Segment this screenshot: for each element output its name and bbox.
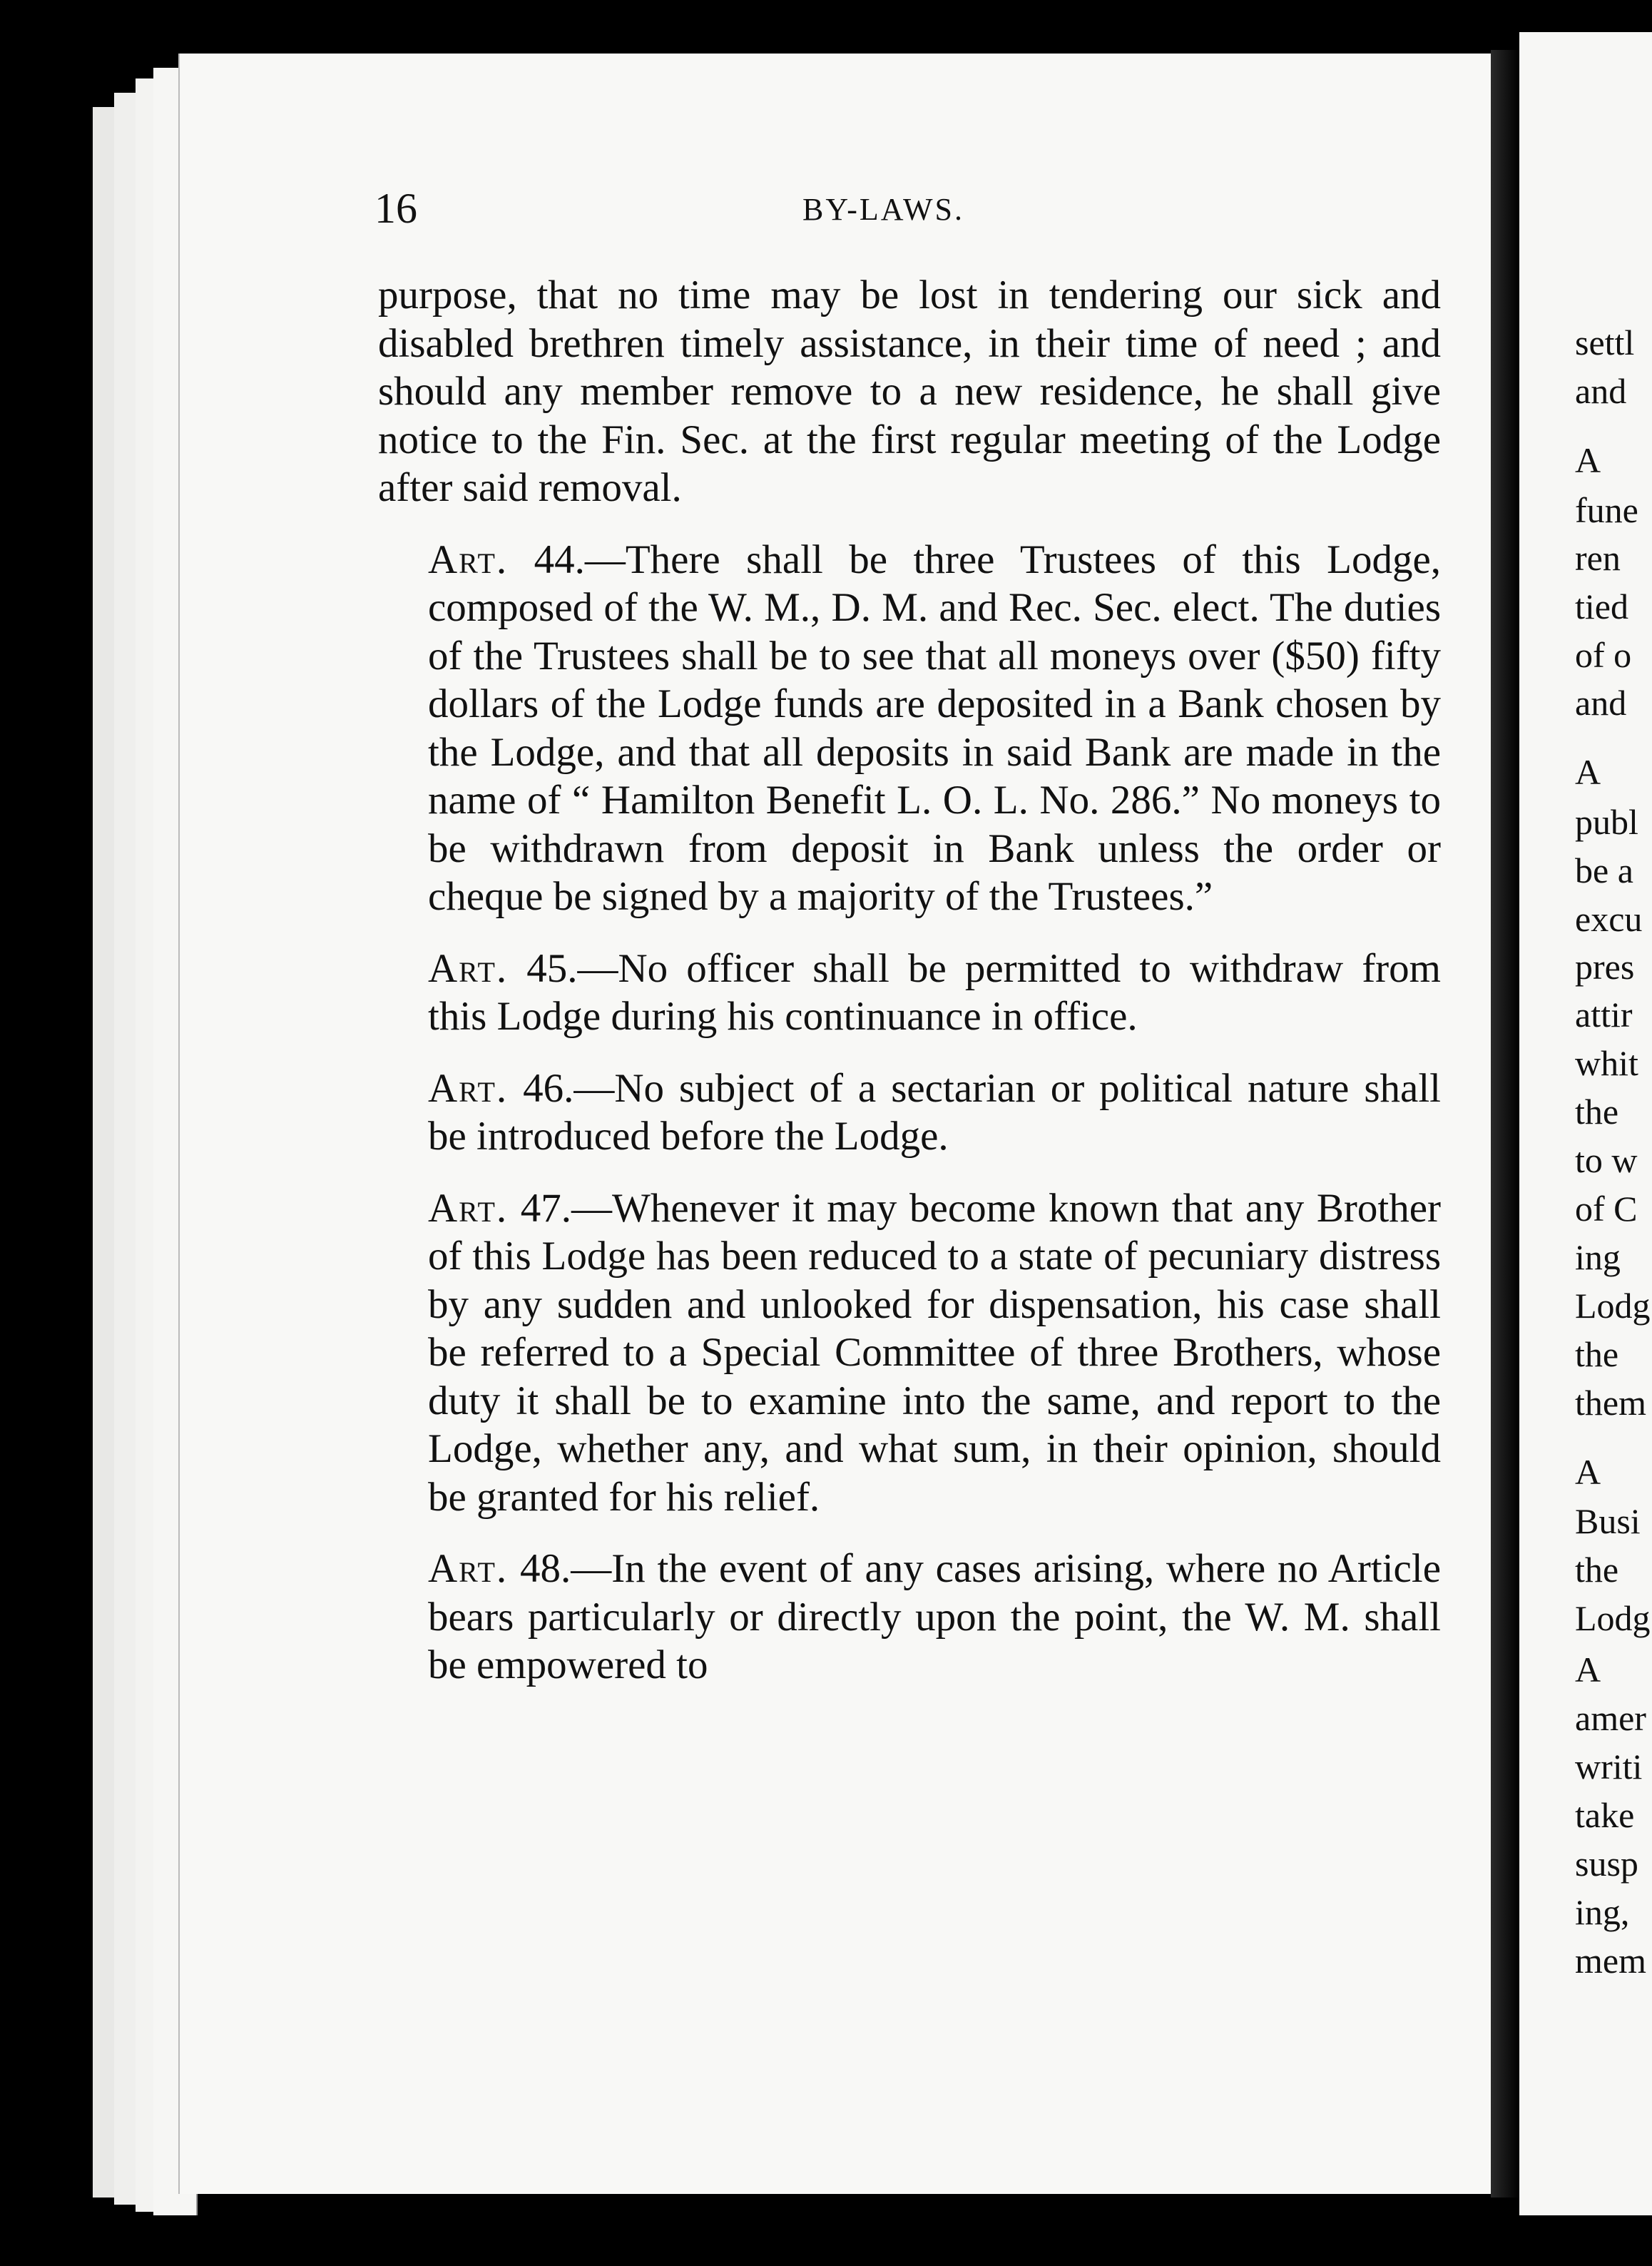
- article-paragraph: [378, 536, 1441, 921]
- article-paragraph: [378, 945, 1441, 1041]
- facing-page-fragment: A: [1575, 440, 1601, 480]
- facing-page-fragment: Lodg: [1575, 1598, 1651, 1638]
- facing-page-fragment: to w: [1575, 1140, 1638, 1180]
- facing-page-fragment: ing,: [1575, 1892, 1630, 1932]
- facing-page-fragment: and: [1575, 683, 1627, 723]
- facing-page-fragment: be a: [1575, 850, 1633, 890]
- facing-page-fragment: the: [1575, 1550, 1619, 1590]
- paragraph-text: purpose, that no time may be lost in tendering our sick and disabled brethren timely assistance, in their time of need ; and should any member remove to a new residence, he shall give notice to the Fin. Sec. at the first regular meeting of the Lodge after said removal.: [378, 273, 1441, 510]
- facing-page-fragment: fune: [1575, 490, 1638, 530]
- facing-page-fragment: of o: [1575, 635, 1632, 675]
- article-number: 46.: [523, 1065, 574, 1111]
- running-head: [374, 184, 1444, 234]
- article-text: —No subject of a sectarian or political nature shall be introduced before the Lodge.: [428, 1065, 1441, 1159]
- facing-page-fragment: and: [1575, 371, 1627, 411]
- facing-page-fragment: ren: [1575, 538, 1621, 578]
- facing-page-fragment: amer: [1575, 1698, 1646, 1738]
- page-number: 16: [374, 185, 417, 232]
- article-paragraph: [378, 1545, 1441, 1690]
- facing-page-fragment: mem: [1575, 1941, 1646, 1981]
- article-label: Art.: [428, 1065, 509, 1111]
- facing-page-fragment: the: [1575, 1092, 1619, 1132]
- facing-page-fragment: them: [1575, 1383, 1646, 1423]
- article-number: 47.: [520, 1185, 572, 1231]
- article-number: 44.: [534, 537, 585, 582]
- facing-page-fragment: A: [1575, 752, 1601, 792]
- binding-gutter: [1491, 50, 1519, 2198]
- facing-page-fragment: Busi: [1575, 1501, 1641, 1541]
- facing-page-fragment: the: [1575, 1334, 1619, 1374]
- facing-page-fragment: susp: [1575, 1844, 1638, 1884]
- article-label: Art.: [428, 945, 509, 991]
- facing-page-fragment: A: [1575, 1650, 1601, 1690]
- facing-page-fragment: A: [1575, 1452, 1601, 1492]
- article-paragraph: [378, 1065, 1441, 1161]
- article-text: —In the event of any cases arising, where no Article bears particularly or directly upon the point, the W. M. shall be empowered to: [428, 1546, 1441, 1687]
- facing-page-fragment: attir: [1575, 995, 1633, 1035]
- article-text: —There shall be three Trustees of this Lodge, composed of the W. M., D. M. and Rec. Sec. elect. The duties of the Trustees shall be to see that all moneys over ($50) fifty dollars of the Lodge funds are deposited in a Bank chosen by the Lodge, and that all deposits in said Bank are made in the name of “ Hamilton Benefit L. O. L. No. 286.” No moneys to be withdrawn from deposit in Bank unless the order or cheque be signed by a majority of the Trustees.”: [428, 537, 1441, 919]
- article-text: —Whenever it may become known that any Brother of this Lodge has been reduced to a state of pecuniary distress by any sudden and unlooked for dispensation, his case shall be referred to a Special Committee of three Brothers, whose duty it shall be to examine into the same, and report to the Lodge, whether any, and what sum, in their opinion, should be granted for his relief.: [428, 1185, 1441, 1520]
- facing-page-fragment: Lodg: [1575, 1286, 1651, 1326]
- facing-page-fragment: settl: [1575, 322, 1635, 362]
- paragraph: [378, 271, 1441, 512]
- facing-page-fragment: take: [1575, 1795, 1635, 1835]
- article-text: —No officer shall be permitted to withdraw from this Lodge during his continuance in office.: [428, 945, 1442, 1039]
- article-label: Art.: [428, 1546, 509, 1591]
- facing-page-fragment: excu: [1575, 899, 1643, 939]
- facing-page-fragment: tied: [1575, 586, 1628, 626]
- article-label: Art.: [428, 537, 509, 582]
- facing-page-fragment: writi: [1575, 1747, 1643, 1787]
- facing-page-fragment: pres: [1575, 947, 1635, 987]
- facing-page-fragment: publ: [1575, 802, 1638, 842]
- facing-page-edge: [1519, 32, 1652, 2215]
- facing-page-fragment: whit: [1575, 1043, 1638, 1083]
- facing-page-fragment: of C: [1575, 1189, 1638, 1229]
- facing-page-fragment: ing: [1575, 1237, 1621, 1277]
- article-number: 48.: [519, 1546, 571, 1591]
- running-head-title: BY-LAWS.: [802, 192, 965, 227]
- body-text: [378, 271, 1441, 1713]
- article-label: Art.: [428, 1185, 509, 1231]
- article-paragraph: [378, 1184, 1441, 1522]
- article-number: 45.: [526, 945, 578, 991]
